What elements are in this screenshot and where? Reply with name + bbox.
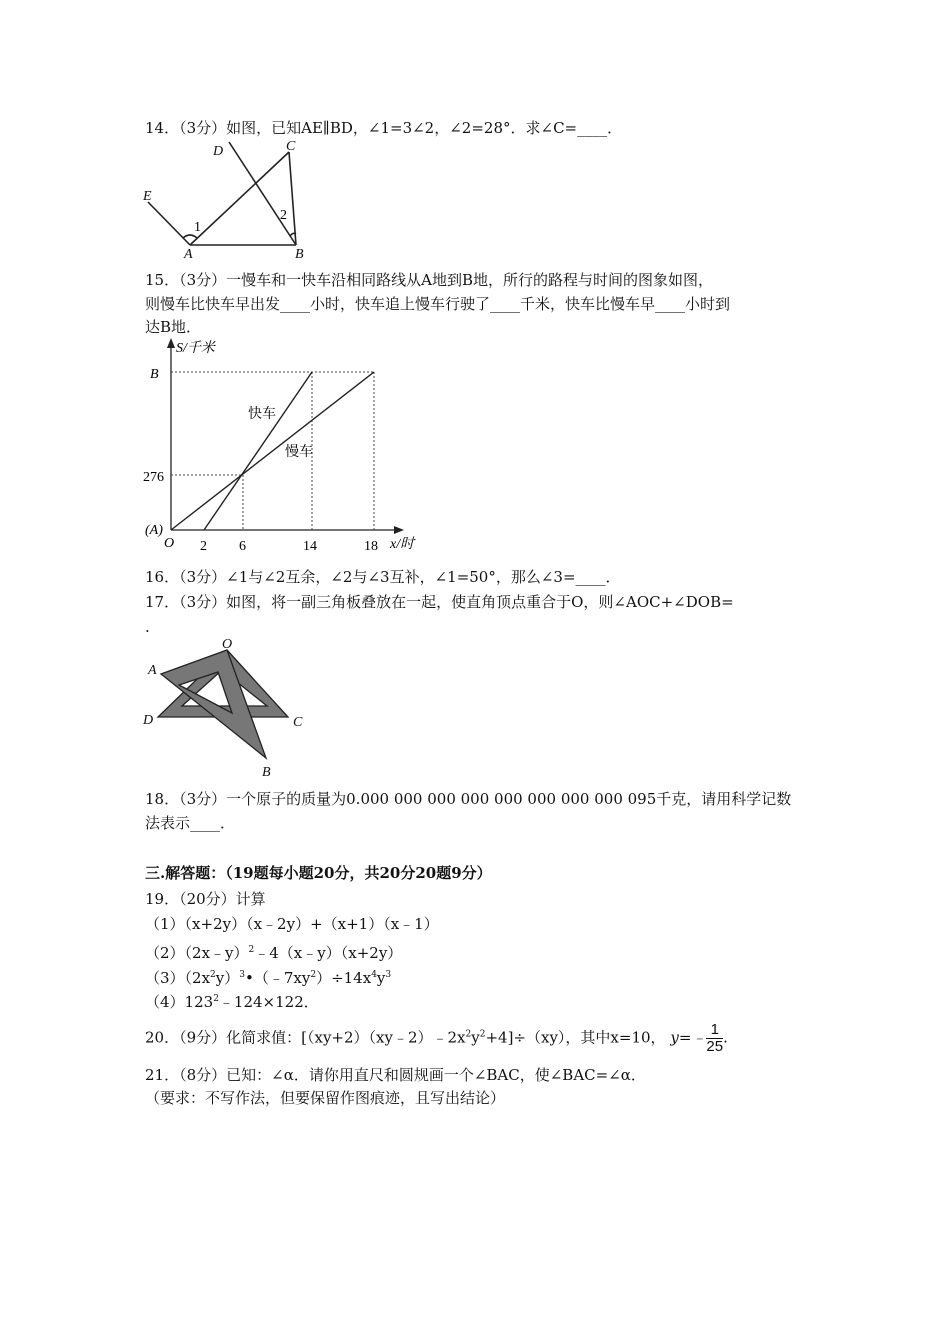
- slow-car-line: [171, 372, 374, 530]
- fast-car-label: 快车: [248, 407, 276, 422]
- question-17-dot: .: [145, 618, 150, 636]
- label-o: O: [164, 536, 175, 551]
- tick-276: 276: [143, 470, 164, 485]
- question-18-line2: 法表示____．: [145, 814, 236, 832]
- question-17: 17．（3分）如图，将一副三角板叠放在一起，使直角顶点重合于O，则∠AOC+∠DOB=: [145, 593, 734, 611]
- tick-2: 2: [200, 539, 207, 554]
- slow-car-label: 慢车: [285, 445, 313, 460]
- figure-15-graph: [167, 338, 404, 534]
- label-c: C: [286, 139, 296, 154]
- label-a-origin: (A): [145, 523, 163, 538]
- label-a: A: [184, 247, 193, 262]
- question-15-line2: 则慢车比快车早出发____小时，快车追上慢车行驶了____千米，快车比慢车早____小时到: [145, 295, 731, 313]
- question-19-part3: $(3)(2x^2y)^3•(﹣7xy^2)\div 14x^4y^3$: [145, 969, 392, 987]
- question-15-line3: 达B地．: [145, 318, 202, 336]
- angle-2-label: 2: [280, 208, 287, 223]
- tick-18: 18: [364, 539, 378, 554]
- question-15-line1: 15．（3分）一慢车和一快车沿相同路线从A地到B地，所行的路程与时间的图象如图，: [145, 271, 713, 289]
- x-axis-label: x/时: [390, 537, 415, 552]
- y-axis-label: S/千米: [176, 341, 215, 356]
- label-c-17: C: [293, 715, 303, 730]
- angle-1-label: 1: [194, 220, 201, 235]
- question-19-part1: （1）（x+2y）（x﹣2y）+（x+1）（x﹣1）: [145, 915, 439, 933]
- label-a-17: A: [148, 663, 157, 678]
- question-19-part2: （2）（2x﹣y）$^2$﹣4（x﹣y）（x+2y）: [145, 944, 403, 962]
- label-e: E: [143, 189, 152, 204]
- question-21-line2: （要求：不写作法，但要保留作图痕迹，且写出结论）: [145, 1089, 506, 1107]
- figure-17-triangles: [158, 650, 288, 758]
- question-18-line1: 18．（3分）一个原子的质量为0.000 000 000 000 000 000 000 000 095千克，请用科学记数: [145, 790, 792, 808]
- tick-14: 14: [303, 539, 317, 554]
- label-d: D: [213, 144, 224, 159]
- section-heading: 三.解答题：（19题每小题20分，共20分20题9分）: [145, 864, 492, 882]
- question-14: 14．（3分）如图，已知AE∥BD，∠1=3∠2，∠2=28°．求∠C=____．: [145, 119, 623, 137]
- question-19-part4: $(4)123^2﹣124\times 122$．: [145, 993, 319, 1011]
- label-b-17: B: [262, 765, 271, 780]
- tick-6: 6: [239, 539, 246, 554]
- question-20: 20．（9分）化简求值：$[(xy+2)(xy﹣2)﹣2x^2y^2+4]\div(xy)$，其中x=10， y=﹣ $\frac{1}{25}$ .: [145, 1021, 728, 1055]
- label-b-axis: B: [150, 367, 159, 382]
- fraction: $\frac{1}{25}$: [706, 1021, 724, 1055]
- label-d-17: D: [143, 713, 154, 728]
- question-19-title: 19．（20分）计算: [145, 890, 266, 908]
- label-o-17: O: [222, 637, 233, 652]
- label-b: B: [295, 247, 304, 262]
- question-16: 16．（3分）∠1与∠2互余，∠2与∠3互补，∠1=50°，那么∠3=____．: [145, 568, 621, 586]
- question-21-line1: 21．（8分）已知：∠α．请你用直尺和圆规画一个∠BAC，使∠BAC=∠α．: [145, 1066, 646, 1084]
